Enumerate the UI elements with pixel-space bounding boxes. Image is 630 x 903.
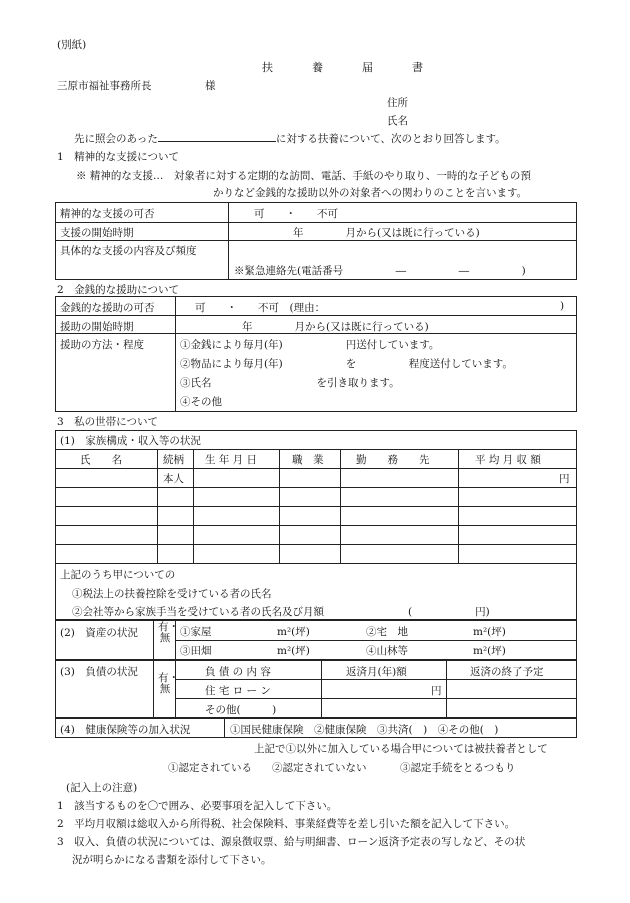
note-2: 2 平均月収額は総収入から所得税、社会保険料、事業経費等を差し引いた額を記入して下さい。 — [57, 818, 516, 830]
notes-heading: (記入上の注意) — [66, 782, 138, 794]
col-occupation: 職 業 — [292, 454, 324, 466]
emergency-contact[interactable]: ※緊急連絡先(電話番号 ― ― ) — [234, 265, 526, 277]
financial-aid-start-label: 援助の開始時期 — [60, 321, 134, 333]
mental-support-label: 精神的な支援の可否 — [60, 208, 155, 220]
section1-note-line1: ※ 精神的な支援… 対象者に対する定期的な訪問、電話、手紙のやり取り、一時的な子どもの預 — [76, 170, 531, 182]
subject-blank[interactable] — [158, 131, 276, 142]
family-title: (1) 家族構成・収入等の状況 — [60, 435, 201, 447]
asset-field: ③田畑 — [180, 645, 212, 657]
asset-house: ①家屋 — [180, 626, 212, 638]
mental-support-start-label: 支援の開始時期 — [60, 227, 134, 239]
note-3a: 3 収入、負債の状況については、源泉徴収票、給与明細書、ローン返済予定表の写しなど、その状 — [57, 836, 526, 848]
col-workplace: 勤 務 先 — [356, 454, 430, 466]
family-allowance-amount[interactable]: ( 円) — [408, 606, 490, 618]
insurance-choice-not-certified[interactable]: ②認定されていない — [272, 762, 367, 774]
debt-housing-loan: 住 宅 ロ ー ン — [205, 685, 271, 697]
family-allowance-line[interactable]: ②会社等から家族手当を受けている者の氏名及び月額 — [72, 606, 324, 618]
insurance-choice-certified[interactable]: ①認定されている — [168, 762, 252, 774]
financial-aid-choice[interactable]: 可 ・ 不可 (理由： — [195, 302, 326, 314]
debt-yen-unit: 円 — [431, 685, 442, 697]
debt-col-end: 返済の終了予定 — [470, 666, 544, 678]
asset-yes-no[interactable]: 有・無 — [158, 621, 179, 644]
note-3b: 況が明らかになる書類を添付して下さい。 — [72, 854, 272, 866]
col-income: 平 均 月 収 額 — [475, 454, 541, 466]
name-label: 氏名 — [387, 115, 408, 127]
intro-line — [74, 131, 506, 146]
address-label: 住所 — [387, 97, 408, 109]
asset-forest-area: m²(坪) — [473, 645, 506, 657]
insurance-note: 上記で①以外に加入している場合甲については被扶養者として — [254, 743, 548, 755]
debt-col-payment: 返済月(年)額 — [346, 666, 407, 678]
financial-aid-method-label: 援助の方法・程度 — [60, 339, 144, 351]
asset-land-area: m²(坪) — [473, 626, 506, 638]
dependents-intro: 上記のうち甲についての — [60, 569, 176, 581]
method-money[interactable]: ①金銭により毎月(年) 円送付しています。 — [180, 339, 440, 351]
section1-note-line2: かりなど金銭的な援助以外の対象者への関わりのことを言います。 — [213, 187, 528, 199]
tax-deduction-line[interactable]: ①税法上の扶養控除を受けている者の氏名 — [72, 588, 272, 600]
method-goods[interactable]: ②物品により毎月(年) を 程度送付しています。 — [180, 358, 513, 370]
self-relation: 本人 — [163, 473, 184, 485]
section3-heading: 3 私の世帯について — [57, 416, 158, 428]
asset-house-area: m²(坪) — [277, 626, 310, 638]
insurance-options[interactable]: ①国民健康保険 ②健康保険 ③共済( ) ④その他( ) — [230, 724, 499, 736]
annex-label: (別紙) — [57, 39, 87, 51]
debt-label: (3) 負債の状況 — [60, 666, 138, 678]
insurance-label: (4) 健康保険等の加入状況 — [60, 724, 191, 736]
mental-support-choice[interactable]: 可 ・ 不可 — [254, 208, 338, 220]
section2-heading: 2 金銭的な援助について — [57, 284, 179, 296]
col-name: 氏 名 — [80, 454, 122, 466]
method-other[interactable]: ④その他 — [180, 396, 222, 408]
col-relation: 続柄 — [163, 454, 184, 466]
addressee-suffix: 様 — [205, 80, 216, 92]
insurance-choice-pending[interactable]: ③認定手続をとるつもり — [400, 762, 516, 774]
intro-post: に対する扶養について、次のとおり回答します。 — [275, 133, 506, 145]
debt-yes-no[interactable]: 有・無 — [158, 672, 179, 695]
document-title: 扶 養 届 書 — [262, 61, 437, 74]
financial-aid-start-value[interactable]: 年 月から(又は既に行っている) — [242, 321, 429, 333]
asset-land: ②宅 地 — [366, 626, 408, 638]
col-birthdate: 生 年 月 日 — [205, 454, 258, 466]
method-takein[interactable]: ③氏名 を引き取ります。 — [180, 377, 400, 389]
note-1: 1 該当するものを〇で囲み、必要事項を記入して下さい。 — [57, 800, 338, 812]
debt-other[interactable]: その他( ) — [205, 704, 277, 716]
section1-heading: 1 精神的な支援について — [57, 151, 179, 163]
mental-support-detail-label: 具体的な支援の内容及び頻度 — [60, 245, 197, 257]
asset-forest: ④山林等 — [366, 645, 408, 657]
addressee: 三原市福祉事務所長 — [57, 80, 152, 92]
debt-col-content: 負 債 の 内 容 — [205, 666, 271, 678]
financial-aid-reason-close: ) — [560, 300, 565, 312]
income-yen-unit: 円 — [559, 473, 570, 485]
mental-support-start-value[interactable]: 年 月から(又は既に行っている) — [293, 227, 480, 239]
asset-field-area: m²(坪) — [277, 645, 310, 657]
financial-aid-label: 金銭的な援助の可否 — [60, 302, 155, 314]
asset-label: (2) 資産の状況 — [60, 627, 138, 639]
intro-pre: 先に照会のあった — [74, 133, 158, 145]
